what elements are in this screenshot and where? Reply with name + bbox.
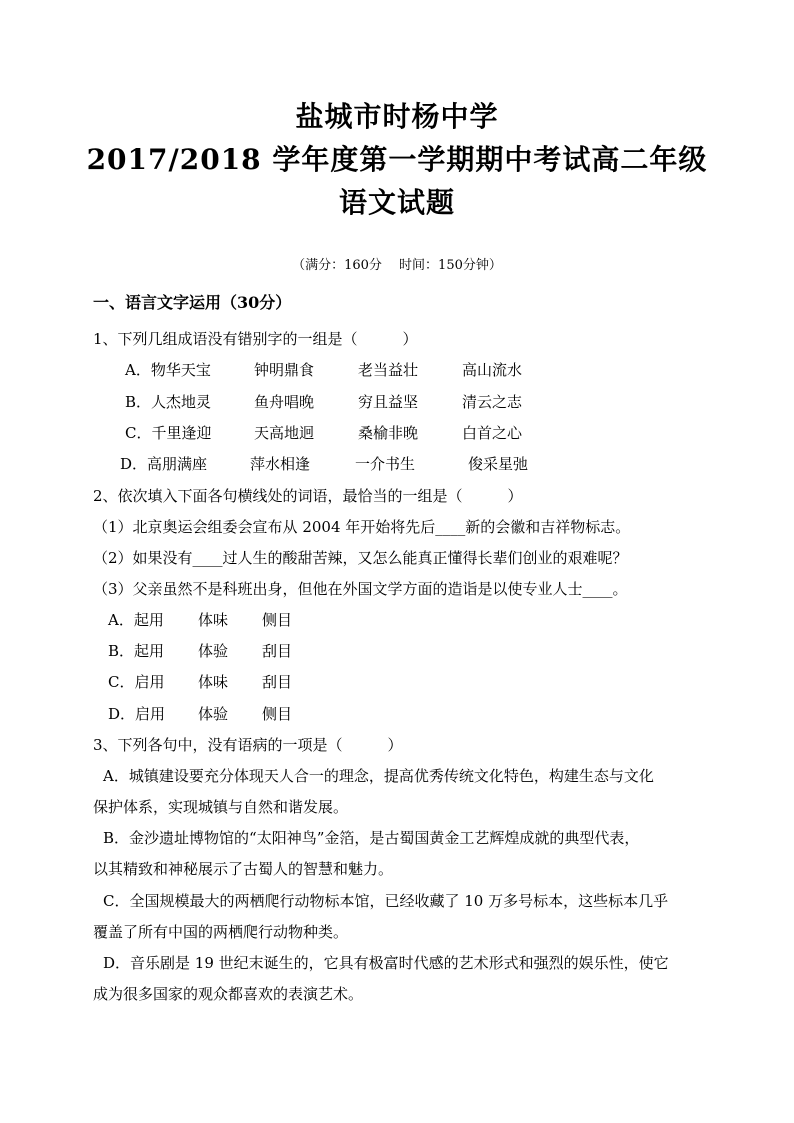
option-word: 侧目 [262,611,293,629]
subject-title: 语文试题 [338,186,455,219]
option-label: B．人杰地灵 [125,393,212,411]
option-word: 清云之志 [462,393,523,411]
option-word: 体味 [198,611,229,629]
question-1-stem: 1、下列几组成语没有错别字的一组是（ ） [93,330,418,348]
option-word: 桑榆非晚 [358,424,419,442]
option-word: 钟明鼎食 [254,361,315,379]
question-3-stem: 3、下列各句中，没有语病的一项是（ ） [93,736,403,754]
option-word: 侧目 [262,705,293,723]
option-word: 白首之心 [462,424,523,442]
option-word: 穷且益坚 [358,393,419,411]
option-word: 俊采星弛 [468,455,529,473]
option-label: A．起用 [108,611,164,629]
option-label: B．起用 [108,642,165,660]
option-label: A．物华天宝 [125,361,211,379]
option-word: 老当益壮 [358,361,419,379]
score-time-info: （满分：160分 时间：150分钟） [292,258,502,273]
option-word: 天高地迥 [254,424,315,442]
option-word: 体验 [198,642,229,660]
question-3-option-c-line-2: 覆盖了所有中国的两栖爬行动物种类。 [93,923,349,941]
exam-title: 2017/2018 学年度第一学期期中考试高二年级 [86,143,708,176]
question-3-option-b-line-1: B．金沙遗址博物馆的“太阳神鸟”金箔，是古蜀国黄金工艺辉煌成就的典型代表， [103,829,640,847]
option-word: 刮目 [262,642,293,660]
option-word: 体味 [198,673,229,691]
question-3-option-a-line-1: A．城镇建设要充分体现天人合一的理念，提高优秀传统文化特色，构建生态与文化 [103,767,654,785]
question-2-sentence-2: （2）如果没有____过人生的酸甜苦辣，又怎么能真正懂得长辈们创业的艰难呢？ [93,549,628,567]
option-word: 萍水相逢 [250,455,311,473]
question-2-stem: 2、依次填入下面各句横线处的词语，最恰当的一组是（ ） [93,487,523,505]
question-3-option-d-line-1: D．音乐剧是 19 世纪末诞生的，它具有极富时代感的艺术形式和强烈的娱乐性，使它 [103,954,669,972]
option-word: 体验 [198,705,229,723]
option-label: D．高朋满座 [120,455,208,473]
option-word: 一介书生 [355,455,416,473]
question-3-option-a-line-2: 保护体系，实现城镇与自然和谐发展。 [93,798,349,816]
option-word: 高山流水 [462,361,523,379]
school-title: 盐城市时杨中学 [295,100,499,133]
option-word: 鱼舟唱晚 [254,393,315,411]
section-heading: 一、语言文字运用（30分） [93,293,292,312]
option-label: C．启用 [108,673,165,691]
question-2-sentence-1: （1）北京奥运会组委会宣布从 2004 年开始将先后____新的会徽和吉祥物标志。 [93,518,631,536]
question-2-sentence-3: （3）父亲虽然不是科班出身，但他在外国文学方面的造诣是以使专业人士____。 [93,580,628,598]
question-3-option-b-line-2: 以其精致和神秘展示了古蜀人的智慧和魅力。 [93,860,394,878]
option-label: D．启用 [108,705,166,723]
option-label: C．千里逢迎 [125,424,212,442]
question-3-option-d-line-2: 成为很多国家的观众都喜欢的表演艺术。 [93,985,364,1003]
question-3-option-c-line-1: C．全国规模最大的两栖爬行动物标本馆，已经收藏了 10 万多号标本，这些标本几乎 [103,892,669,910]
option-word: 刮目 [262,673,293,691]
